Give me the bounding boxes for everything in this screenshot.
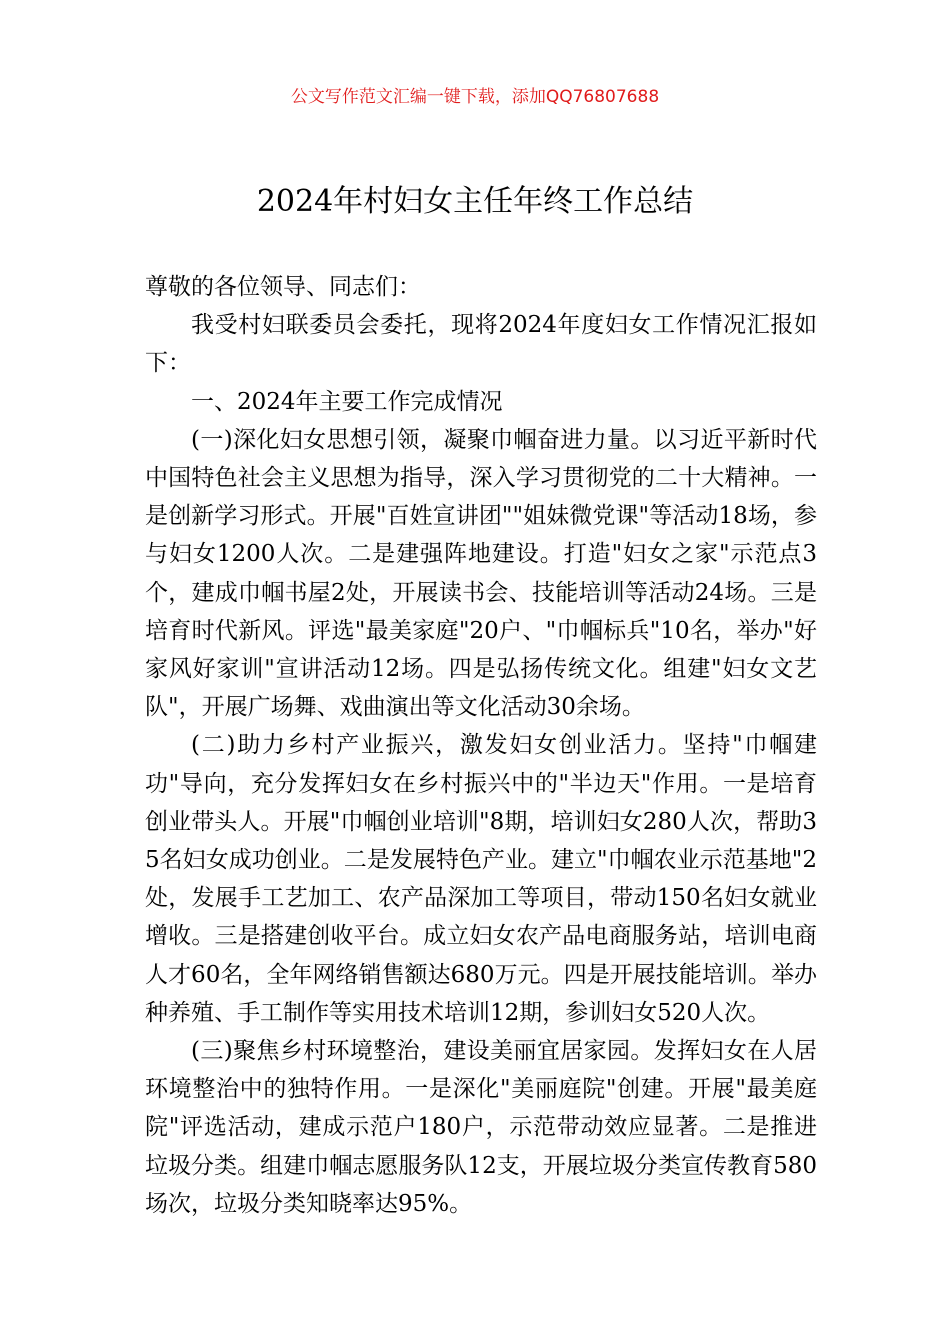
section-heading: 一、2024年主要工作完成情况	[191, 388, 503, 415]
salutation: 尊敬的各位领导、同志们：	[145, 274, 421, 300]
document-body	[145, 268, 817, 1223]
download-banner: 公文写作范文汇编一键下载，添加QQ76807688	[290, 87, 660, 107]
paragraph-ideology: (一)深化妇女思想引领，凝聚巾帼奋进力量。以习近平新时代中国特色社会主义思想为指导，深入学习贯彻党的二十大精神。一是创新学习形式。开展"百姓宣讲团""姐妹微党课"等活动18场，参与妇女1200人次。二是建强阵地建设。打造"妇女之家"示范点3个，建成巾帼书屋2处，开展读书会、技能培训等活动24场。三是培育时代新风。评选"最美家庭"20户、"巾帼标兵"10名，举办"好家风好家训"宣讲活动12场。四是弘扬传统文化。组建"妇女文艺队"，开展广场舞、戏曲演出等文化活动30余场。	[145, 426, 817, 721]
intro-paragraph: 我受村妇联委员会委托，现将2024年度妇女工作情况汇报如下：	[145, 312, 817, 377]
document-title: 2024年村妇女主任年终工作总结	[256, 184, 694, 219]
paragraph-industry: (二)助力乡村产业振兴，激发妇女创业活力。坚持"巾帼建功"导向，充分发挥妇女在乡村振兴中的"半边天"作用。一是培育创业带头人。开展"巾帼创业培训"8期，培训妇女280人次，帮助35名妇女成功创业。二是发展特色产业。建立"巾帼农业示范基地"2处，发展手工艺加工、农产品深加工等项目，带动150名妇女就业增收。三是搭建创收平台。成立妇女农产品电商服务站，培训电商人才60名，全年网络销售额达680万元。四是开展技能培训。举办种养殖、手工制作等实用技术培训12期，参训妇女520人次。	[145, 732, 817, 1026]
paragraph-environment: (三)聚焦乡村环境整治，建设美丽宜居家园。发挥妇女在人居环境整治中的独特作用。一是深化"美丽庭院"创建。开展"最美庭院"评选活动，建成示范户180户，示范带动效应显著。二是推进垃圾分类。组建巾帼志愿服务队12支，开展垃圾分类宣传教育580场次，垃圾分类知晓率达95%。	[145, 1038, 817, 1217]
